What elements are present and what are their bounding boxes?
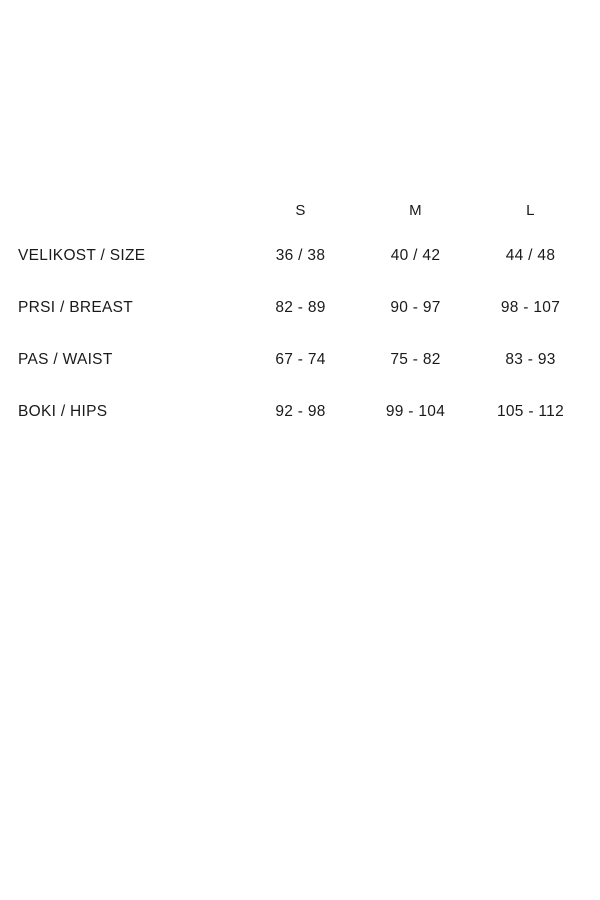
cell-breast-s: 82 - 89 — [275, 299, 326, 316]
cell-breast-l: 98 - 107 — [500, 299, 561, 316]
cell-hips-m: 99 - 104 — [385, 403, 446, 420]
cell-waist-s: 67 - 74 — [275, 351, 326, 368]
row-label-size: VELIKOST / SIZE — [18, 247, 146, 264]
size-chart-table — [18, 190, 588, 438]
table-header-row — [18, 190, 588, 230]
cell-hips-s: 92 - 98 — [275, 403, 326, 420]
cell-breast-m: 90 - 97 — [390, 299, 441, 316]
header-size-m: M — [409, 201, 422, 219]
cell-waist-l: 83 - 93 — [505, 351, 556, 368]
header-size-l: L — [526, 201, 535, 219]
row-label-hips: BOKI / HIPS — [18, 403, 108, 420]
table-header — [18, 190, 588, 230]
table-row — [18, 282, 588, 334]
header-size-s: S — [295, 201, 306, 219]
table-row — [18, 334, 588, 386]
row-label-breast: PRSI / BREAST — [18, 299, 134, 316]
cell-size-l: 44 / 48 — [505, 247, 556, 264]
cell-hips-l: 105 - 112 — [496, 403, 565, 420]
table-row — [18, 230, 588, 282]
header-label-column — [18, 190, 243, 230]
row-label-waist: PAS / WAIST — [18, 351, 113, 368]
table-body — [18, 230, 588, 438]
cell-size-s: 36 / 38 — [275, 247, 326, 264]
cell-size-m: 40 / 42 — [390, 247, 441, 264]
table-row — [18, 386, 588, 438]
cell-waist-m: 75 - 82 — [390, 351, 441, 368]
